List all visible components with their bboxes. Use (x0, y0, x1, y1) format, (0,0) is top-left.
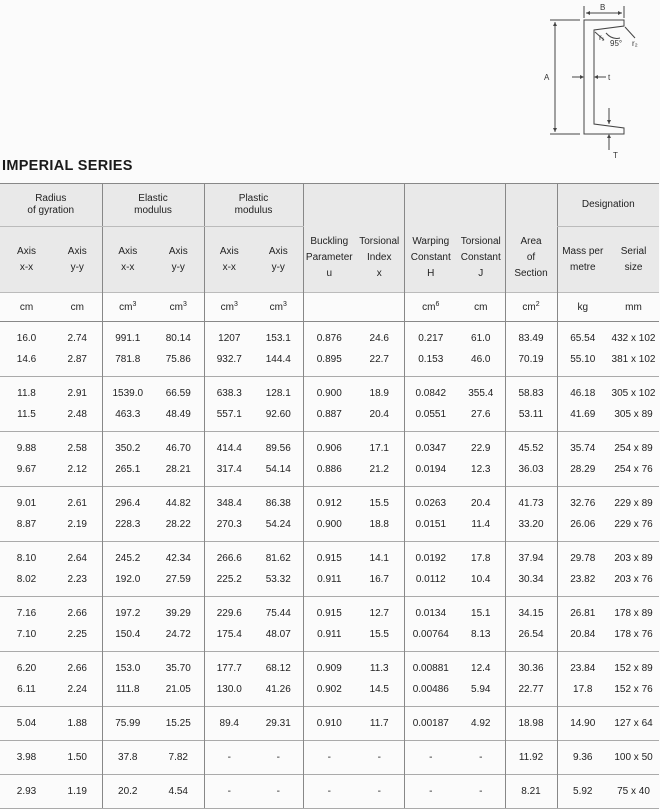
table-cell: 2.64 (53, 542, 102, 570)
table-cell: 18.9 (355, 377, 404, 405)
table-cell: 0.886 (303, 459, 355, 487)
table-cell: 463.3 (102, 404, 153, 432)
table-cell: 229 x 89 (608, 487, 659, 515)
table-cell: 16.0 (0, 322, 53, 350)
table-cell: - (355, 741, 404, 775)
table-cell: 11.5 (17, 409, 36, 420)
table-cell: - (254, 741, 303, 775)
table-cell: 9.36 (557, 741, 608, 775)
table-row (0, 652, 659, 680)
table-cell: 305 x 89 (614, 409, 653, 420)
table-cell: 178 x 89 (608, 597, 659, 625)
table-cell: 2.87 (67, 354, 87, 365)
table-cell: 111.8 (102, 679, 153, 707)
table-cell: 152 x 76 (614, 684, 653, 695)
table-cell: 24.6 (355, 322, 404, 350)
header-buckling-torsional (303, 184, 404, 293)
table-cell: 48.07 (265, 629, 291, 640)
unit-cell: mm (608, 293, 659, 322)
table-cell: 203 x 76 (614, 574, 653, 585)
table-cell: 54.24 (265, 519, 291, 530)
table-cell: 18.8 (369, 519, 389, 530)
table-row (0, 432, 659, 460)
table-cell: 0.895 (303, 349, 355, 377)
table-row (0, 487, 659, 515)
table-cell: 75.86 (165, 354, 191, 365)
table-cell: 2.12 (67, 464, 87, 475)
table-cell: 22.77 (505, 679, 557, 707)
header-area (505, 184, 557, 293)
table-cell: 12.7 (355, 597, 404, 625)
table-cell: 0.909 (303, 652, 355, 680)
table-row (0, 459, 659, 487)
table-cell: 317.4 (204, 459, 254, 487)
table-cell: 5.94 (471, 684, 491, 695)
table-cell: 153.0 (102, 652, 153, 680)
table-cell: 150.4 (102, 624, 153, 652)
table-cell: 229.6 (204, 597, 254, 625)
table-cell: - (457, 741, 505, 775)
table-cell: 20.2 (102, 775, 153, 809)
table-cell: 1.19 (53, 775, 102, 809)
table-cell: 2.23 (67, 574, 87, 585)
unit-cell: $cm^6$ (404, 293, 457, 322)
table-cell: 0.910 (303, 707, 355, 741)
channel-section-diagram (540, 0, 660, 165)
table-cell: 229 x 76 (614, 519, 653, 530)
table-cell: 0.0134 (404, 597, 457, 625)
table-cell: 26.81 (557, 597, 608, 625)
table-cell: 4.54 (153, 775, 204, 809)
table-cell: 8.02 (16, 574, 37, 585)
unit-cell: $cm^3$ (254, 293, 303, 322)
table-cell: 2.19 (67, 519, 87, 530)
table-cell: 23.84 (557, 652, 608, 680)
table-cell: 0.0842 (404, 377, 457, 405)
series-title: IMPERIAL SERIES (2, 158, 133, 174)
header-torsional-constant: Torsional Constant J (460, 236, 501, 279)
table-cell: 15.25 (153, 707, 204, 741)
table-cell: 0.0112 (404, 569, 457, 597)
table-cell: 0.00187 (404, 707, 457, 741)
table-cell: 2.66 (53, 597, 102, 625)
table-cell: - (303, 775, 355, 809)
table-cell: 36.03 (505, 459, 557, 487)
table-cell: 4.92 (457, 707, 505, 741)
table-cell: 203 x 89 (608, 542, 659, 570)
header-pm-xx: Axis x-x (204, 227, 254, 293)
header-plastic-modulus: Plastic modulus (204, 184, 303, 227)
table-cell: 0.915 (303, 542, 355, 570)
unit-cell (303, 293, 355, 322)
table-cell: 5.04 (0, 707, 53, 741)
table-row (0, 322, 659, 350)
table-cell: 39.29 (153, 597, 204, 625)
table-cell: 1539.0 (102, 377, 153, 405)
table-cell: - (404, 775, 457, 809)
table-cell: 270.3 (204, 514, 254, 542)
table-cell: 30.34 (505, 569, 557, 597)
table-cell: 0.153 (404, 349, 457, 377)
table-cell: 225.2 (204, 569, 254, 597)
table-cell: 9.67 (16, 464, 37, 475)
header-warping: Warping Constant H (410, 236, 451, 279)
table-cell: 21.05 (165, 684, 191, 695)
unit-cell: $cm^2$ (505, 293, 557, 322)
table-cell: 66.59 (153, 377, 204, 405)
table-cell: 45.52 (505, 432, 557, 460)
table-cell: 8.87 (16, 519, 37, 530)
section-properties-table (0, 183, 659, 809)
table-cell: 2.58 (53, 432, 102, 460)
table-cell: 23.82 (557, 569, 608, 597)
table-cell: 11.7 (355, 707, 404, 741)
table-cell: 32.76 (557, 487, 608, 515)
label-a: A (544, 73, 550, 82)
table-cell: 305 x 102 (608, 377, 659, 405)
unit-cell: kg (557, 293, 608, 322)
table-cell: 0.876 (303, 322, 355, 350)
table-cell: 17.8 (457, 542, 505, 570)
table-cell: 781.8 (102, 349, 153, 377)
table-cell: 152 x 89 (608, 652, 659, 680)
table-cell: 8.13 (471, 629, 491, 640)
table-cell: - (404, 741, 457, 775)
table-cell: 197.2 (102, 597, 153, 625)
table-cell: 33.20 (505, 514, 557, 542)
header-rg-xx: Axis x-x (0, 227, 53, 293)
table-cell: 0.0263 (404, 487, 457, 515)
table-cell: 86.38 (254, 487, 303, 515)
table-cell: 48.49 (165, 409, 191, 420)
table-cell: 2.91 (53, 377, 102, 405)
table-cell: - (457, 775, 505, 809)
label-t-web: t (608, 73, 611, 82)
unit-cell: $cm^3$ (102, 293, 153, 322)
table-cell: 15.1 (457, 597, 505, 625)
table-cell: 53.32 (265, 574, 291, 585)
table-cell: 44.82 (153, 487, 204, 515)
table-cell: 0.0192 (404, 542, 457, 570)
table-cell: 254 x 76 (614, 464, 653, 475)
table-cell: 2.25 (67, 629, 87, 640)
table-cell: 0.911 (303, 569, 355, 597)
table-cell: 0.0347 (404, 432, 457, 460)
table-cell: 68.12 (254, 652, 303, 680)
table-cell: - (204, 775, 254, 809)
header-radius-of-gyration: Radius of gyration (0, 184, 102, 227)
label-b: B (600, 3, 606, 12)
table-cell: 15.5 (369, 629, 389, 640)
table-cell: 22.7 (369, 354, 389, 365)
table-cell: 37.8 (102, 741, 153, 775)
table-cell: 46.70 (153, 432, 204, 460)
header-serial: Serial size (608, 227, 659, 293)
table-cell: 26.06 (557, 514, 608, 542)
table-row (0, 775, 659, 809)
table-cell: 10.4 (471, 574, 491, 585)
table-cell: 37.94 (505, 542, 557, 570)
table-cell: 35.70 (153, 652, 204, 680)
table-cell: 14.6 (16, 354, 37, 365)
table-cell: 2.24 (67, 684, 87, 695)
table-cell: 991.1 (102, 322, 153, 350)
table-cell: - (355, 775, 404, 809)
table-cell: 54.14 (265, 464, 291, 475)
table-cell: 15.5 (355, 487, 404, 515)
table-cell: 22.9 (457, 432, 505, 460)
table-cell: 34.15 (505, 597, 557, 625)
table-cell: 100 x 50 (608, 741, 659, 775)
table-cell: 2.61 (53, 487, 102, 515)
table-cell: 41.26 (265, 684, 291, 695)
table-cell: 228.3 (102, 514, 153, 542)
header-elastic-modulus: Elastic modulus (102, 184, 204, 227)
table-cell: 8.21 (505, 775, 557, 809)
table-cell: 0.915 (303, 597, 355, 625)
table-cell: 0.0151 (404, 514, 457, 542)
header-designation: Designation (557, 184, 659, 227)
header-mass: Mass per metre (557, 227, 608, 293)
table-row (0, 404, 659, 432)
table-cell: 381 x 102 (611, 354, 656, 365)
table-cell: 61.0 (457, 322, 505, 350)
table-cell: 0.217 (404, 322, 457, 350)
table-cell: 0.887 (303, 404, 355, 432)
table-cell: 58.83 (505, 377, 557, 405)
table-cell: 17.8 (557, 679, 608, 707)
table-cell: 127 x 64 (608, 707, 659, 741)
table-cell: 27.59 (165, 574, 191, 585)
table-cell: 0.902 (303, 679, 355, 707)
table-row (0, 349, 659, 377)
table-row (0, 569, 659, 597)
table-cell: 75.44 (254, 597, 303, 625)
table-cell: 3.98 (0, 741, 53, 775)
table-cell: - (254, 775, 303, 809)
table-row (0, 741, 659, 775)
table-cell: 144.4 (265, 354, 291, 365)
table-cell: 7.10 (16, 629, 37, 640)
header-warping-torsional (404, 184, 505, 293)
table-cell: 0.0194 (404, 459, 457, 487)
table-cell: 254 x 89 (608, 432, 659, 460)
table-cell: 18.98 (505, 707, 557, 741)
table-cell: 17.1 (355, 432, 404, 460)
header-area-label: Area of Section (514, 236, 548, 279)
table-row (0, 514, 659, 542)
table-cell: 27.6 (471, 409, 491, 420)
table-cell: 26.54 (505, 624, 557, 652)
table-cell: 35.74 (557, 432, 608, 460)
table-cell: 11.3 (355, 652, 404, 680)
table-cell: 28.22 (165, 519, 191, 530)
table-cell: 5.92 (557, 775, 608, 809)
table-cell: 41.73 (505, 487, 557, 515)
unit-cell: cm (0, 293, 53, 322)
table-cell: 92.60 (265, 409, 291, 420)
table-cell: 9.01 (0, 487, 53, 515)
header-pm-yy: Axis y-y (254, 227, 303, 293)
table-cell: - (303, 741, 355, 775)
table-cell: 245.2 (102, 542, 153, 570)
table-cell: 130.0 (204, 679, 254, 707)
units-row (0, 293, 659, 322)
table-cell: 28.21 (165, 464, 191, 475)
table-cell: 70.19 (505, 349, 557, 377)
table-cell: 0.900 (303, 514, 355, 542)
table-cell: 11.8 (0, 377, 53, 405)
table-cell: 11.92 (505, 741, 557, 775)
table-cell: 2.74 (53, 322, 102, 350)
table-cell: 6.20 (0, 652, 53, 680)
header-torsional-index: Torsional Index x (359, 236, 400, 279)
table-cell: 28.29 (557, 459, 608, 487)
table-cell: 20.4 (457, 487, 505, 515)
header-em-yy: Axis y-y (153, 227, 204, 293)
table-cell: 0.900 (303, 377, 355, 405)
table-cell: 53.11 (505, 404, 557, 432)
table-cell: 296.4 (102, 487, 153, 515)
table-cell: 932.7 (204, 349, 254, 377)
unit-cell: $cm^3$ (153, 293, 204, 322)
table-row (0, 542, 659, 570)
table-cell: 348.4 (204, 487, 254, 515)
table-cell: 14.90 (557, 707, 608, 741)
table-cell: 0.00881 (404, 652, 457, 680)
table-cell: 75.99 (102, 707, 153, 741)
table-cell: 89.56 (254, 432, 303, 460)
table-cell: 14.1 (355, 542, 404, 570)
table-cell: 80.14 (153, 322, 204, 350)
table-cell: 0.911 (303, 624, 355, 652)
unit-cell (355, 293, 404, 322)
table-cell: 12.4 (457, 652, 505, 680)
table-cell: 55.10 (557, 349, 608, 377)
table-row (0, 624, 659, 652)
table-cell: 7.82 (153, 741, 204, 775)
table-cell: 0.00486 (404, 679, 457, 707)
table-cell: 12.3 (471, 464, 491, 475)
table-cell: 414.4 (204, 432, 254, 460)
table-cell: 8.10 (0, 542, 53, 570)
table-cell: - (204, 741, 254, 775)
table-cell: 557.1 (204, 404, 254, 432)
table-cell: 2.66 (53, 652, 102, 680)
table-cell: 42.34 (153, 542, 204, 570)
table-cell: 175.4 (204, 624, 254, 652)
table-cell: 355.4 (457, 377, 505, 405)
table-cell: 0.0551 (404, 404, 457, 432)
table-cell: 30.36 (505, 652, 557, 680)
table-cell: 29.78 (557, 542, 608, 570)
table-cell: 46.18 (557, 377, 608, 405)
table-row (0, 597, 659, 625)
table-cell: 266.6 (204, 542, 254, 570)
table-cell: 177.7 (204, 652, 254, 680)
header-rg-yy: Axis y-y (53, 227, 102, 293)
table-cell: 1207 (204, 322, 254, 350)
unit-cell: cm (457, 293, 505, 322)
table-cell: 9.88 (0, 432, 53, 460)
table-cell: 178 x 76 (614, 629, 653, 640)
table-cell: 2.48 (67, 409, 87, 420)
label-r1: r₁ (599, 33, 605, 42)
table-row (0, 679, 659, 707)
table-cell: 24.72 (165, 629, 191, 640)
table-cell: 7.16 (0, 597, 53, 625)
table-cell: 153.1 (254, 322, 303, 350)
table-cell: 6.11 (17, 684, 36, 695)
table-cell: 638.3 (204, 377, 254, 405)
table-row (0, 707, 659, 741)
table-cell: 432 x 102 (608, 322, 659, 350)
table-cell: 0.912 (303, 487, 355, 515)
label-t-flange: T (613, 151, 618, 160)
table-cell: 75 x 40 (608, 775, 659, 809)
label-angle: 95° (610, 39, 623, 48)
table-cell: 350.2 (102, 432, 153, 460)
table-row (0, 377, 659, 405)
table-cell: 2.93 (0, 775, 53, 809)
table-cell: 0.00764 (404, 624, 457, 652)
table-cell: 46.0 (471, 354, 491, 365)
table-cell: 1.88 (53, 707, 102, 741)
table-cell: 89.4 (204, 707, 254, 741)
table-cell: 29.31 (254, 707, 303, 741)
table-cell: 14.5 (369, 684, 389, 695)
table-cell: 41.69 (557, 404, 608, 432)
table-cell: 81.62 (254, 542, 303, 570)
table-cell: 21.2 (369, 464, 389, 475)
table-cell: 265.1 (102, 459, 153, 487)
unit-cell: $cm^3$ (204, 293, 254, 322)
header-buckling: Buckling Parameter u (305, 236, 353, 279)
table-cell: 83.49 (505, 322, 557, 350)
header-em-xx: Axis x-x (102, 227, 153, 293)
table-cell: 1.50 (53, 741, 102, 775)
table-cell: 16.7 (369, 574, 389, 585)
table-cell: 128.1 (254, 377, 303, 405)
table-cell: 20.84 (557, 624, 608, 652)
table-cell: 0.906 (303, 432, 355, 460)
table-cell: 192.0 (102, 569, 153, 597)
unit-cell: cm (53, 293, 102, 322)
label-r2: r₂ (632, 39, 638, 48)
table-cell: 11.4 (471, 519, 491, 530)
table-cell: 20.4 (369, 409, 389, 420)
table-cell: 65.54 (557, 322, 608, 350)
